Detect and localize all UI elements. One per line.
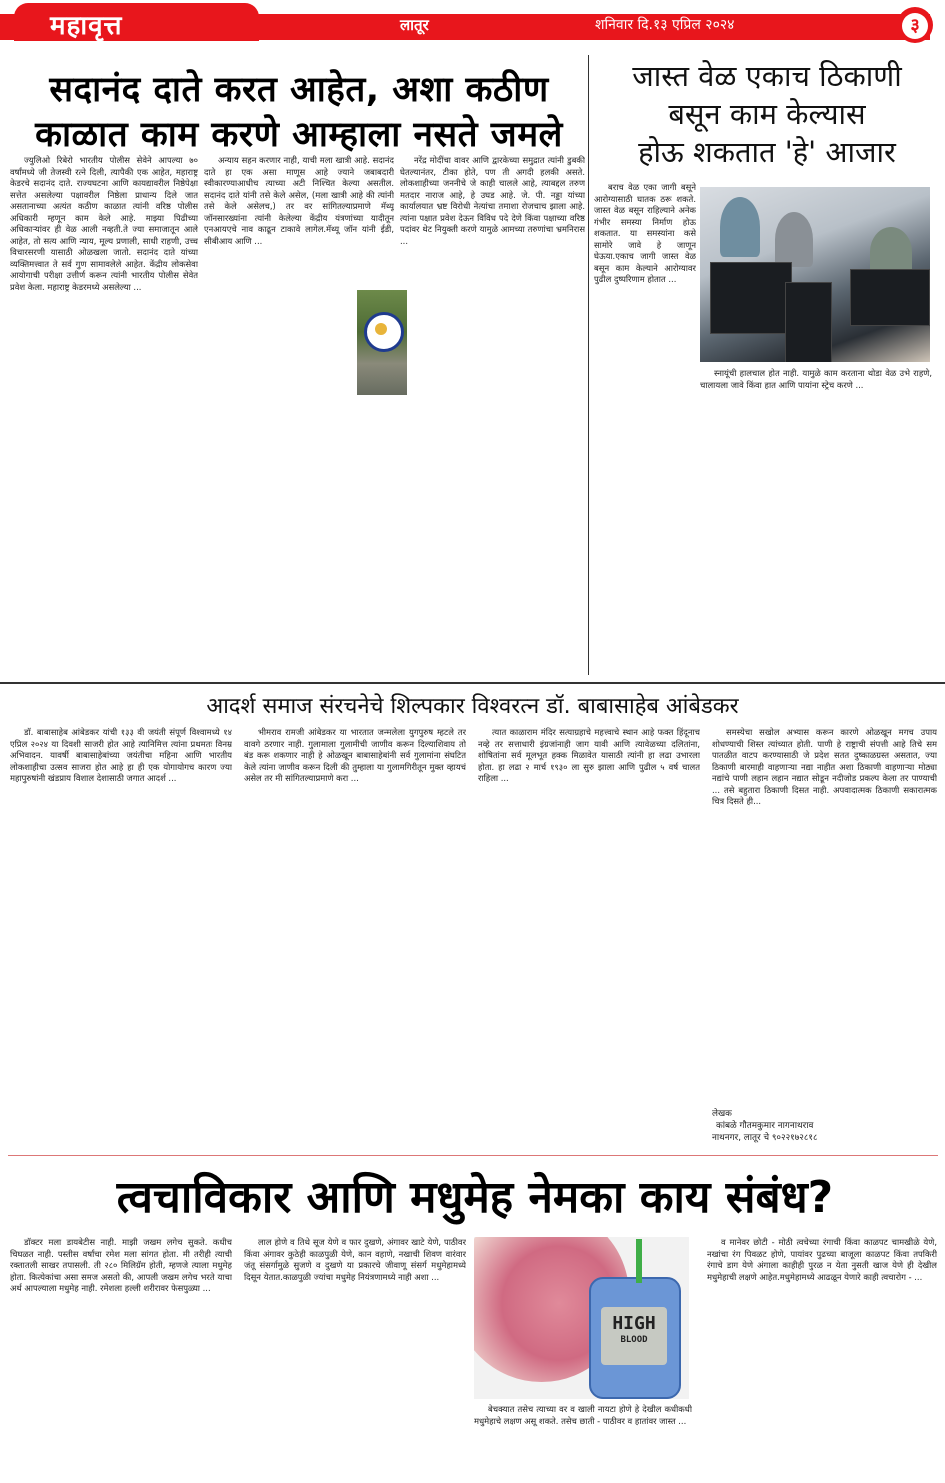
article2-headline-line2: बसून काम केल्यास bbox=[668, 97, 866, 131]
article4-column-2: लाल होणे व तिथे सूज येणे व फार दुखणे, अंगावर खाटे येणे, पाठीवर किंवा अंगावर कुठेही काळपुळी येणे, कान वहाणे, नखाची शिवण वारंवार जंतू संसर्गामुळे सुजणे व दुखणे या प्रकारचे जीवाणू संसर्ग मधुमेहामध्ये दिसून येतात.काळपुळी ज्यांचा मधुमेह नियंत्रणामध्ये नाही अशा ... bbox=[244, 1237, 466, 1282]
article1-headline bbox=[14, 68, 584, 158]
article1-column-3: नरेंद्र मोदींचा वावर आणि द्वारकेच्या समुद्रात त्यांनी डुबकी घेतल्यानंतर, टीका होते, पण ती अगदी हलकी असते. लोकशाहीच्या जननीचे जे काही चालले आहे, त्याबद्दल तरुण मतदार नाराज आहे, हे उघड आहे. जे. पी. नड्डा यांच्या कार्यालयात भ्रष्ट विरोधी नेत्यांचा तमाशा रोजचाच झाला आहे. त्यांना पक्षात प्रवेश देऊन विविध पदे देणे किंवा पक्षाच्या वरिष्ठ पदांवर थेट नियुक्ती करणे यामुळे आमच्या तरुणांचा भ्रमनिरास ... bbox=[400, 155, 585, 246]
article2-headline-line1: जास्त वेळ एकाच ठिकाणी bbox=[632, 59, 902, 93]
masthead-logo bbox=[14, 3, 259, 41]
article3-column-2: भीमराव रामजी आंबेडकर या भारतात जन्मलेला युगपुरुष म्हटले तर वावगे ठरणार नाही. गुलामाला गुलामीची जाणीव करून दिल्याशिवाय तो बंड करू शकणार नाही हे ओळखून बाबासाहेबांनी सर्व गुलामांना संघटित केले त्यांना जाणीव करून दिली की तुम्हाला या गुलामगिरीतून मुक्त व्हायचं असेल तर मी सांगितल्याप्रमाणे करा ... bbox=[244, 727, 466, 783]
article1-headline-line2: काळात काम करणे आम्हाला नसते जमले bbox=[35, 115, 563, 155]
column-divider bbox=[588, 55, 589, 675]
edition-city: लातूर bbox=[400, 16, 429, 34]
author-label: लेखक bbox=[712, 1109, 732, 1119]
author-contact: नाथनगर, लातूर चे ९०२२१७२८१८ bbox=[712, 1133, 818, 1143]
masthead bbox=[0, 0, 945, 46]
skin-and-glucometer-photo bbox=[474, 1237, 689, 1399]
article4-column-4: व मानेवर छोटी - मोठी त्वचेच्या रंगाची किंवा काळपट चामखीळे येणे, नखांचा रंग पिवळट होणे, पायांवर पुढच्या बाजूला काळपट किंवा तपकिरी रंगाचे डाग येणे अंगाला काहीही पुरळ न येता नुसती खाज येणे ही देखील मधुमेहाची लक्षणे आहेत.मधुमेहामध्ये आढळून येणारे काही त्वचारोग - ... bbox=[707, 1237, 937, 1282]
article4-headline: त्वचाविकार आणि मधुमेह नेमका काय संबंध? bbox=[116, 1172, 834, 1223]
article2-headline-line3: होऊ शकतात 'हे' आजार bbox=[638, 135, 896, 169]
article1-column-2: अन्याय सहन करणार नाही, याची मला खात्री आहे. सदानंद दाते हा एक असा माणूस आहे ज्याने जबाबदारी स्वीकारण्याआधीच त्याच्या अटी निश्चित केल्या असतील. सदानंद दाते यांनी तसे केले असेल, (मला खात्री आहे की त्यांनी तसे केले असेलच,) तर वर सांगितल्याप्रमाणे मॅथ्यू जॉनसारख्यांना त्यांनी केलेल्या केंद्रीय यंत्रणांच्या यादीतून एनआयएचे नाव काढून टाकावे लागेल.मॅथ्यू जॉन यांनी ईडी, सीबीआय आणि ... bbox=[204, 155, 394, 246]
page-number: ३ bbox=[902, 13, 928, 39]
section-divider bbox=[0, 682, 945, 684]
article4-column-1: डॉक्टर मला डायबेटीस नाही. माझी जखम लगेच सुकते. कधीच चिघळत नाही. पस्तीस वर्षांचा रमेश मला सांगत होता. मी तरीही त्याची रक्तातली साखर तपासली. ती २८० मिलिग्रॅम होती, म्हणजे त्याला मधुमेह होता. कित्येकांचा असा समज असतो की, आपली जखम लगेच भरते याचा अर्थ आपल्याला मधुमेह नाही. रमेशला हल्ली शरीरावर फेसपुळ्या ... bbox=[10, 1237, 232, 1293]
office-workers-photo bbox=[700, 187, 930, 362]
article3-column-1: डॉ. बाबासाहेब आंबेडकर यांची १३३ वी जयंती संपूर्ण विश्वामध्ये १४ एप्रिल २०२४ या दिवशी साजरी होत आहे त्यानिमित्त त्यांना प्रथमतः विनम्र अभिवादन. यावर्षी बाबासाहेबांच्या जयंतीचा महिना आणि भारतीय लोकशाहीचा उत्सव साजरा होत आहे हा ही एक योगायोगच कारण ज्या महापुरुषांनी खंडप्राय विशाल देशासाठी जगात आदर्श ... bbox=[10, 727, 232, 783]
article4-column-3: बेचक्यात तसेच त्याच्या वर व खाली नायटा होणे हे देखील कधीकधी मधुमेहाचे लक्षण असू शकते. तसेच छाती - पाठीवर व हातांवर जास्त ... bbox=[474, 1404, 692, 1426]
police-seal-icon bbox=[364, 312, 404, 352]
section-divider-red bbox=[8, 1155, 938, 1156]
article2-column-1: बराच वेळ एका जागी बसूने आरोग्यासाठी घातक ठरू शकते. जास्त वेळ बसून राहिल्याने अनेक गंभीर समस्या निर्माण होऊ शकतात. या समस्यांना कसे सामोरे जावे हे जाणून घेऊया.एकाच जागी जास्त वेळ बसून काम केल्याने आरोग्यावर पुढील दुष्परिणाम होतात ... bbox=[594, 182, 696, 284]
article3-author bbox=[712, 1108, 937, 1144]
article3-column-3: त्यात काळाराम मंदिर सत्याग्रहाचे महत्त्वाचे स्थान आहे फक्त हिंदूनाच नव्हे तर सत्ताधारी इंग्रजांनाही जाग यावी आणि त्यावेळच्या दलितांना, शोषितांना सर्व मूलभूत हक्क मिळावेत यासाठी त्यांनी हा लढा उभारला होता. हा लढा २ मार्च १९३० ला सुरु झाला आणि पुढील ५ वर्ष चालत राहिला ... bbox=[478, 727, 700, 783]
article3-column-4: समस्येचा सखोल अभ्यास करून कारणे ओळखून मगच उपाय शोधण्याची शिस्त त्यांच्यात होती. पाणी हे राष्ट्राची संपत्ती आहे तिचे सम पातळीत वाटप करण्यासाठी जे प्रदेश सतत दुष्काळग्रस्त असतात, ज्या ठिकाणी बारमाही वाहणाऱ्या नद्या नाहीत अशा ठिकाणी वाहणाऱ्या मोठ्या नद्यांचे पाणी लहान लहान नद्यात सोडून नदीजोड प्रकल्प केला तर पाण्याची ... तसे बहुतारा ठिकाणी दिसत नाही. अपवादात्मक ठिकाणी सकारात्मक चित्र दिसते ही... bbox=[712, 727, 937, 806]
article2-column-2: स्नायूंची हालचाल होत नाही. यामुळे काम करताना थोडा वेळ उभे राहणे, चालायला जावे किंवा हात आणि पायांना स्ट्रेच करणे ... bbox=[700, 368, 932, 390]
author-name: कांबळे गौतमकुमार नागनाथराव bbox=[716, 1121, 814, 1131]
newspaper-title: महावृत्त bbox=[50, 11, 123, 41]
article1-headline-line1: सदानंद दाते करत आहेत, अशा कठीण bbox=[49, 70, 549, 110]
page-number-badge bbox=[897, 7, 933, 43]
article1-column-1: ज्युलिओ रिबेरो भारतीय पोलीस सेवेने आपल्या ७० वर्षांमध्ये जी तेजस्वी रत्ने दिली, त्यापैकी एक आहेत, महाराष्ट्र केडरचे सदानंद दाते. राज्यघटना आणि कायद्यावरील निष्ठेपेक्षा सत्तेत असलेल्या पक्षावरील निष्ठेला प्राधान्य दिले जात असतानाच्या अत्यंत कठीण काळात त्यांनी वरिष्ठ पोलीस अधिकारी म्हणून काम केले आहे. माझ्या पिढीच्या अधिकाऱ्यांवर ही वेळ आली नव्हती.ते ज्या समाजातून आले आहेत, तो सत्य आणि न्याय, मूल्य प्रणाली, साधी राहणी, उच्च विचारसरणी यासाठी ओळखला जातो. सदानंद दाते यांच्या व्यक्तिमत्त्वात ते सर्व गुण सामावलेले आहेत. केंद्रीय लोकसेवा आयोगाची परीक्षा उत्तीर्ण करून त्यांनी भारतीय पोलीस सेवेत प्रवेश केला. महाराष्ट्र केडरमध्ये असलेल्या ... bbox=[10, 155, 198, 292]
edition-date: शनिवार दि.१३ एप्रिल २०२४ bbox=[595, 17, 735, 33]
article2-headline bbox=[592, 57, 942, 171]
glucometer-screen: HIGH BLOOD bbox=[601, 1307, 667, 1365]
glucometer-icon bbox=[589, 1277, 681, 1399]
article3-headline: आदर्श समाज संरचनेचे शिल्पकार विश्वरत्न डॉ. बाबासाहेब आंबेडकर bbox=[206, 694, 739, 719]
